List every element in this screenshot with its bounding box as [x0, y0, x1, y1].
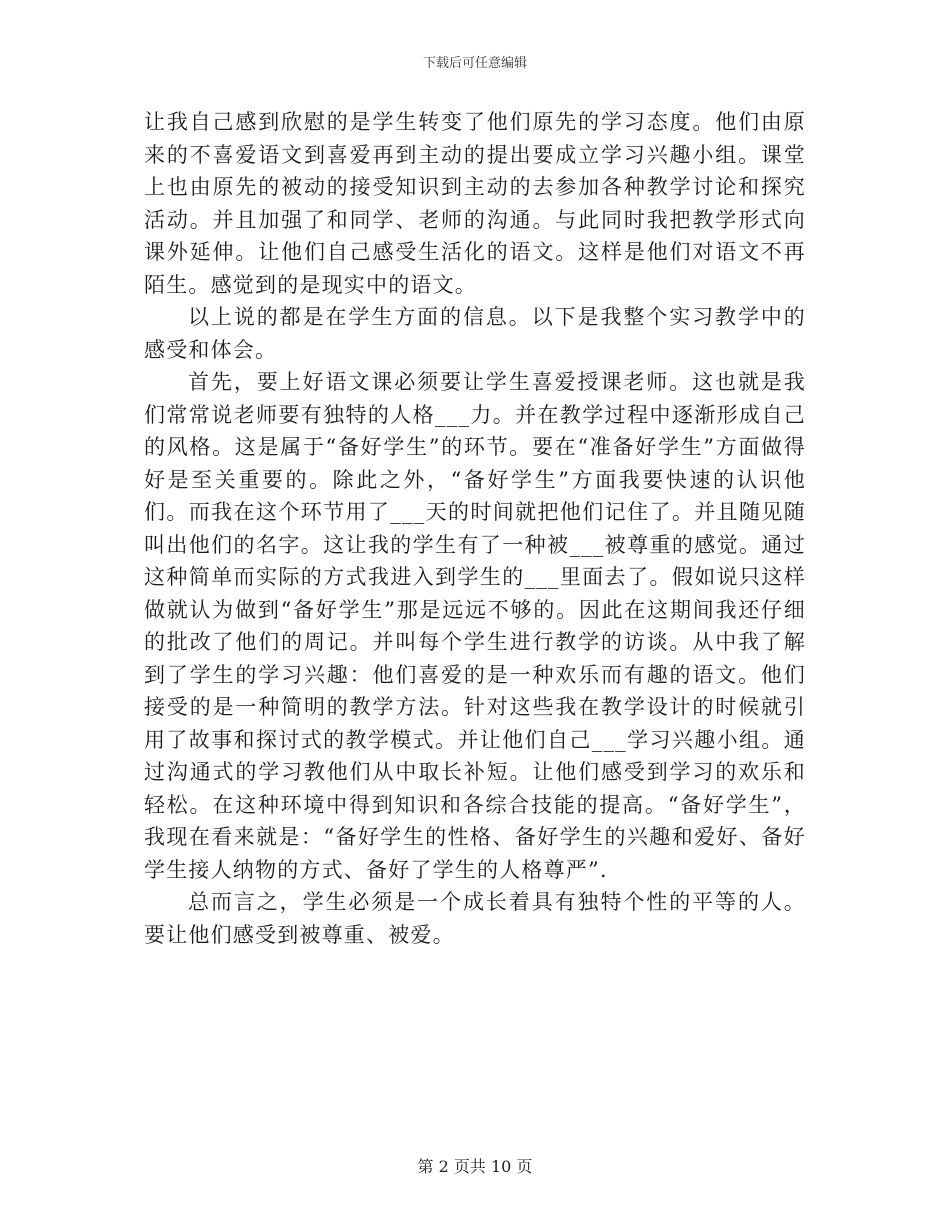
paragraph-4: 总而言之，学生必须是一个成长着具有独特个性的平等的人。要让他们感受到被尊重、被爱。 [144, 890, 806, 947]
page-header: 下载后可任意编辑 [422, 56, 527, 71]
paragraph-3: 首先，要上好语文课必须要让学生喜爱授课老师。这也就是我们常常说老师要有独特的人格___力。并在教学过程中逐渐形成自己的风格。这是属于“备好学生”的环节。要在“准备好学生”方面做得好是至关重要的。除此之外，“备好学生”方面我要快速的认识他们。而我在这个环节用了___天的时间就把他们记住了。并且随见随叫出他们的名字。这让我的学生有了一种被___被尊重的感觉。通过这种简单而实际的方式我进入到学生的___里面去了。假如说只这样做就认为做到“备好学生”那是远远不够的。因此在这期间我还仔细的批改了他们的周记。并叫每个学生进行教学的访谈。从中我了解到了学生的学习兴趣：他们喜爱的是一种欢乐而有趣的语文。他们接受的是一种简明的教学方法。针对这些我在教学设计的时候就引用了故事和探讨式的教学模式。并让他们自己___学习兴趣小组。通过沟通式的学习教他们从中取长补短。让他们感受到学习的欢乐和轻松。在这种环境中得到知识和各综合技能的提高。“备好学生”，我现在看来就是：“备好学生的性格、备好学生的兴趣和爱好、备好学生接人纳物的方式、备好了学生的人格尊严”. [144, 370, 806, 882]
document-body [144, 106, 806, 951]
paragraph-2: 以上说的都是在学生方面的信息。以下是我整个实习教学中的感受和体会。 [144, 305, 806, 362]
paragraph-1: 让我自己感到欣慰的是学生转变了他们原先的学习态度。他们由原来的不喜爱语文到喜爱再到主动的提出要成立学习兴趣小组。课堂上也由原先的被动的接受知识到主动的去参加各种教学讨论和探究活动。并且加强了和同学、老师的沟通。与此同时我把教学形式向课外延伸。让他们自己感受生活化的语文。这样是他们对语文不再陌生。感觉到的是现实中的语文。 [144, 110, 806, 297]
page-footer: 第 2 页共 10 页 [417, 1157, 533, 1176]
